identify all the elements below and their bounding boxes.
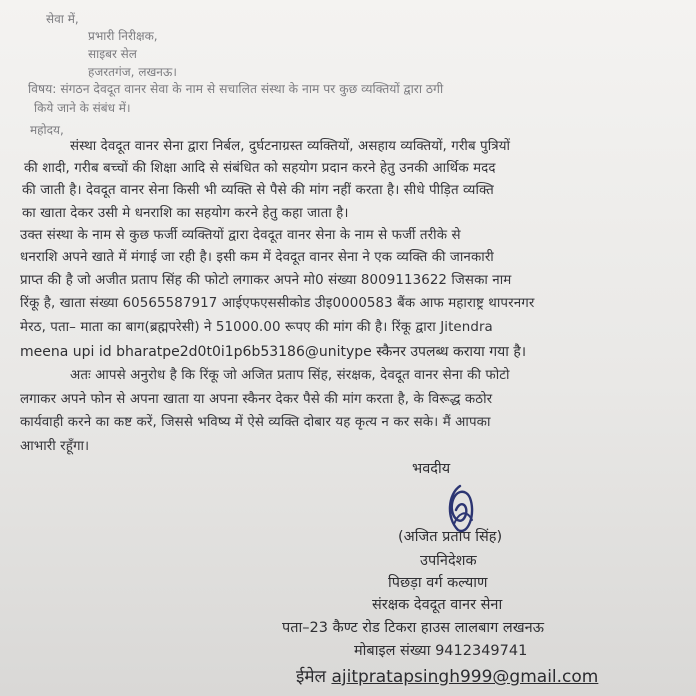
address-city: हजरतगंज, लखनऊ। xyxy=(88,65,177,79)
body-line-10: meena upi id bharatpe2d0t0i1p6b53186@unitype स्कैनर उपलब्ध कराया गया है। xyxy=(20,344,527,360)
body-line-7: प्राप्त की है जो अजीत प्रताप सिंह की फोटो लगाकर अपने मो0 संख्या 8009113622 जिसका नाम xyxy=(20,273,512,288)
body-line-5: उक्त संस्था के नाम से कुछ फर्जी व्यक्तियों द्वारा देवदूत वानर सेना के नाम से फर्जी तरीके से xyxy=(20,228,461,243)
closing: भवदीय xyxy=(412,461,451,477)
body-line-13: कार्यवाही करने का कष्ट करें, जिससे भविष्य में ऐसे व्यक्ति दोबार यह कृत्य न कर सके। मैं आपका xyxy=(20,415,491,430)
signatory-address: पता–23 कैण्ट रोड टिकरा हाउस लालबाग लखनऊ xyxy=(282,620,545,636)
body-line-2: की शादी, गरीब बच्चों की शिक्षा आदि से संबंधित को सहयोग प्रदान करने हेतु उनकी आर्थिक मदद xyxy=(24,161,496,176)
signatory-designation: उपनिदेशक xyxy=(420,553,477,569)
address-office: साइबर सेल xyxy=(88,47,137,61)
body-line-14: आभारी रहूँगा। xyxy=(20,439,90,454)
body-line-9: मेरठ, पता– माता का बाग(ब्रह्मपरेसी) ने 51000.00 रूपए की मांग की है। रिंकू द्वारा Jitendra xyxy=(20,320,493,335)
address-officer: प्रभारी निरीक्षक, xyxy=(88,29,158,43)
body-line-3: की जाती है। देवदूत वानर सेना किसी भी व्यक्ति से पैसे की मांग नहीं करता है। सीधे पीड़ित व्यक्ति xyxy=(22,183,494,198)
email-link[interactable]: ajitpratapsingh999@gmail.com xyxy=(331,667,599,687)
body-line-11: अतः आपसे अनुरोध है कि रिंकू जो अजित प्रताप सिंह, संरक्षक, देवदूत वानर सेना की फोटो xyxy=(70,368,510,383)
address-to: सेवा में, xyxy=(46,12,79,26)
email-label: ईमेल xyxy=(296,667,327,687)
body-line-6: धनराशि अपने खाते में मंगाई जा रही है। इसी कम में देवदूत वानर सेना ने एक व्यक्ति की जानकारी xyxy=(20,250,494,265)
signatory-name: (अजित प्रताप सिंह) xyxy=(398,529,503,545)
signatory-department: पिछड़ा वर्ग कल्याण xyxy=(388,575,488,591)
body-line-1: संस्था देवदूत वानर सेना द्वारा निर्बल, दुर्घटनाग्रस्त व्यक्तियों, असहाय व्यक्तियों, गरीब पुत्रियों xyxy=(70,139,511,154)
signatory-role: संरक्षक देवदूत वानर सेना xyxy=(372,597,503,613)
body-line-12: लगाकर अपने फोन से अपना खाता या अपना स्कैनर देकर पैसे की मांग करता है, के विरूद्ध कठोर xyxy=(20,392,493,407)
subject-line-2: किये जाने के संबंध में। xyxy=(34,101,131,115)
signatory-email-line xyxy=(296,664,598,687)
salutation: महोदय, xyxy=(30,123,64,137)
body-line-8: रिंकू है, खाता संख्या 60565587917 आईएफएससीकोड उीइ0000583 बैंक आफ महाराष्ट्र थापरनगर xyxy=(20,296,535,311)
signatory-mobile: मोबाइल संख्या 9412349741 xyxy=(354,643,528,659)
body-line-4: का खाता देकर उसी मे धनराशि का सहयोग करने हेतु कहा जाता है। xyxy=(22,206,349,221)
subject-line-1: विषय: संगठन देवदूत वानर सेवा के नाम से सचालित संस्था के नाम पर कुछ व्यक्तियों द्वारा ठगी xyxy=(28,82,444,96)
